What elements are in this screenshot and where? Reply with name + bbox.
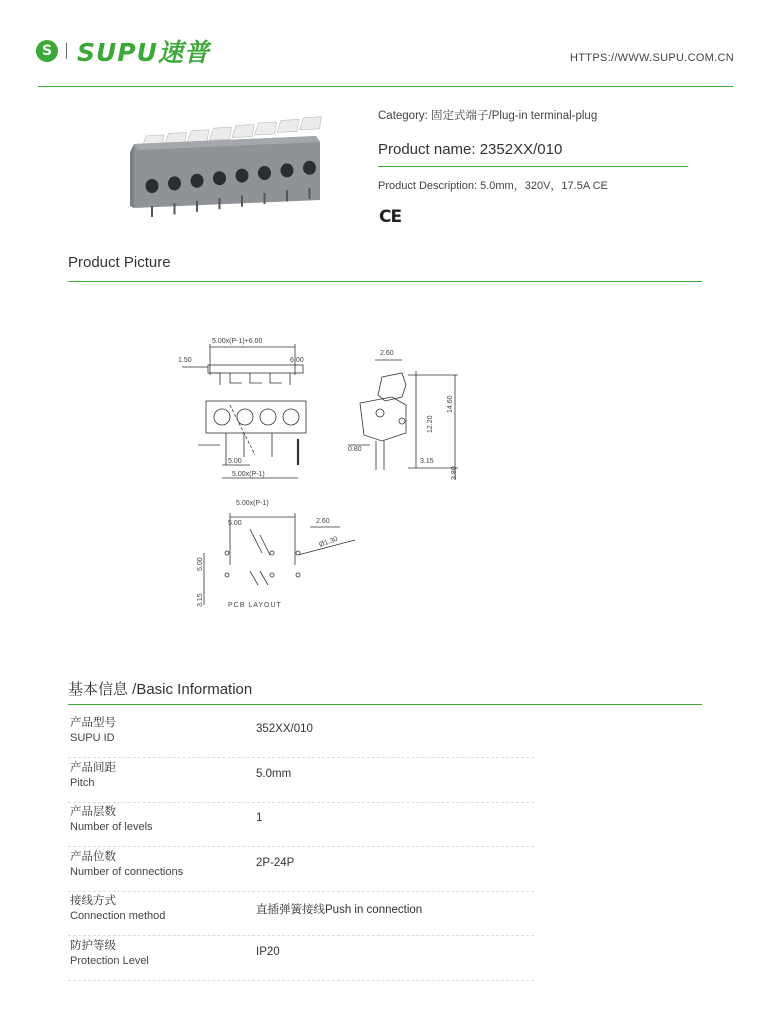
dim-pcb-hole: Ø1.30 [318, 535, 339, 549]
push-button-cap [210, 127, 232, 140]
dim-side-height-1: 12.20 [427, 415, 434, 433]
info-label-en: SUPU ID [70, 732, 115, 744]
dim-top-right: 6.00 [290, 357, 304, 364]
wire-entry-hole [191, 174, 204, 188]
front-view [182, 344, 306, 478]
wire-entry-hole [213, 171, 226, 185]
site-url-link[interactable]: HTTPS://WWW.SUPU.COM.CN [570, 52, 734, 64]
info-label-cn: 防护等级 [70, 940, 116, 952]
dim-pitch: 5.00 [228, 458, 242, 465]
push-button-cap [277, 119, 299, 132]
push-button-cap [255, 122, 277, 135]
wire-entry-hole [168, 176, 181, 190]
wire-entry-hole [258, 166, 271, 180]
info-label-cn: 产品位数 [70, 851, 116, 863]
logo-mark-icon: S [36, 40, 58, 62]
solder-pin [309, 188, 311, 199]
product-name-divider [378, 166, 688, 167]
info-value: 直插弹簧接线Push in connection [256, 904, 423, 916]
wire-entry-hole [303, 161, 316, 175]
solder-pin [196, 201, 198, 212]
info-label-en: Number of levels [70, 821, 153, 833]
dim-top: 5.00x(P-1)+6.00 [212, 338, 263, 345]
product-category: Category: 固定式端子/Plug-in terminal-plug [378, 110, 598, 122]
solder-pin [151, 206, 153, 217]
solder-pin [286, 190, 288, 201]
header-divider [38, 86, 733, 87]
dim-pcb-left: 5.00 [228, 520, 242, 527]
pcb-layout [204, 513, 355, 605]
info-label-cn: 产品间距 [70, 762, 116, 774]
dim-pitch-formula: 5.00x(P-1) [232, 471, 265, 478]
info-value: 5.0mm [256, 768, 292, 780]
basic-info-title: 基本信息 /Basic Information [68, 681, 253, 698]
product-photo [120, 108, 335, 218]
info-row-connection-method [68, 891, 534, 936]
ce-mark-icon: CE [379, 207, 402, 227]
dim-pcb-right: 2.60 [316, 518, 330, 525]
solder-pin [264, 193, 266, 204]
info-label-en: Pitch [70, 777, 95, 789]
info-row-protection-level [68, 936, 534, 981]
dim-pcb-v2: 3.15 [197, 593, 204, 607]
info-value: IP20 [256, 946, 280, 958]
info-value: 352XX/010 [256, 723, 313, 735]
info-row-supu-id [68, 713, 534, 758]
dim-side-height-2: 14.60 [447, 395, 454, 413]
info-label-en: Protection Level [70, 955, 149, 967]
push-button-cap [232, 125, 254, 138]
wire-entry-hole [281, 163, 294, 177]
product-picture-title: Product Picture [68, 254, 171, 271]
product-name: Product name: 2352XX/010 [378, 141, 563, 158]
info-label-en: Connection method [70, 910, 166, 922]
dim-left: 1.50 [178, 357, 192, 364]
info-row-pitch [68, 758, 534, 803]
wire-entry-hole [146, 179, 159, 193]
side-view [348, 360, 458, 480]
dim-side-top: 2.60 [380, 350, 394, 357]
brand-logo[interactable] [36, 36, 210, 66]
dim-pin-len: 3.15 [420, 458, 434, 465]
pcb-caption: PCB LAYOUT [228, 602, 282, 609]
technical-drawing [170, 335, 470, 615]
info-label-cn: 产品型号 [70, 717, 116, 729]
info-row-connections [68, 847, 534, 892]
solder-pin [241, 196, 243, 207]
dim-side-pin: 3.80 [451, 466, 458, 480]
dim-pcb-top: 5.00x(P-1) [236, 500, 269, 507]
info-value: 1 [256, 812, 263, 824]
product-description: Product Description: 5.0mm，320V，17.5A CE [378, 180, 608, 192]
push-button-cap [300, 117, 322, 130]
wire-entry-hole [236, 169, 249, 183]
product-picture-divider [68, 281, 702, 282]
info-row-levels [68, 802, 534, 847]
brand-name: SUPU速普 [77, 38, 210, 67]
solder-pin [219, 198, 221, 209]
logo-separator [66, 43, 67, 59]
basic-info-divider [68, 704, 702, 705]
dim-pin-dia: 0.80 [348, 446, 362, 453]
info-label-en: Number of connections [70, 866, 184, 878]
info-value: 2P-24P [256, 857, 295, 869]
info-label-cn: 接线方式 [70, 895, 116, 907]
solder-pin [174, 203, 176, 214]
info-label-cn: 产品层数 [70, 806, 116, 818]
dim-pcb-v1: 5.00 [197, 557, 204, 571]
